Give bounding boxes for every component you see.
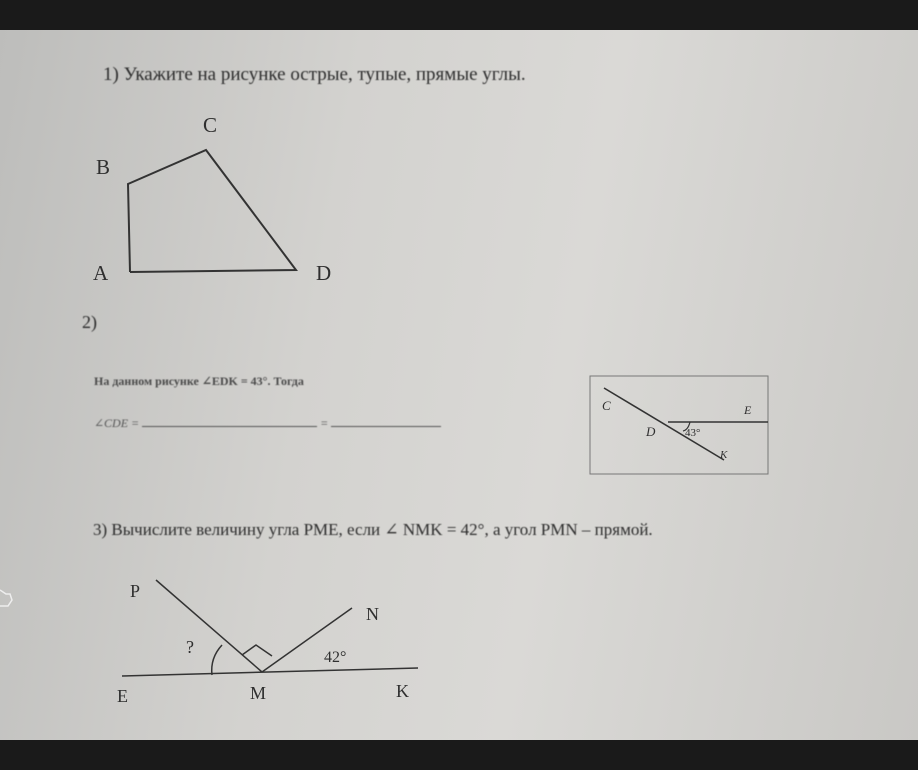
ray-mp (156, 580, 262, 672)
angle-label-42: 42° (324, 649, 347, 666)
label-k3: K (396, 681, 409, 701)
answer-equals: = (320, 416, 329, 430)
question2-text: На данном рисунке ∠EDK = 43°. Тогда (94, 374, 304, 388)
unknown-angle-arc (212, 645, 222, 675)
label-e3: E (117, 686, 128, 706)
vertex-label-c: C (203, 113, 218, 137)
question3-title: 3) Вычислите величину угла PME, если ∠ NMK = 42°, а угол PMN – прямой. (93, 520, 653, 539)
vertex-label-a: A (93, 261, 109, 285)
label-n: N (366, 604, 379, 624)
answer-prefix: ∠CDE = (94, 416, 140, 430)
line-ek (122, 668, 418, 676)
question1-title: 1) Укажите на рисунке острые, тупые, прямые углы. (103, 64, 526, 85)
quadrilateral-outline (128, 150, 296, 272)
line-ck (604, 388, 724, 460)
angle-label-43: 43° (685, 427, 701, 439)
vertex-label-b: B (96, 155, 111, 179)
label-p: P (130, 581, 141, 601)
figure3 (122, 580, 418, 676)
label-c: C (602, 398, 611, 413)
quadrilateral-figure (128, 150, 296, 272)
label-k: K (720, 449, 728, 461)
unknown-angle-label: ? (186, 637, 194, 657)
hand-cursor-icon (0, 590, 12, 606)
question2-number: 2) (82, 312, 97, 332)
figure2-box (590, 376, 768, 474)
label-m: M (250, 683, 267, 703)
vertex-label-d: D (316, 261, 332, 285)
label-d: D (646, 424, 656, 439)
right-angle-mark (242, 645, 272, 656)
label-e: E (744, 403, 752, 417)
